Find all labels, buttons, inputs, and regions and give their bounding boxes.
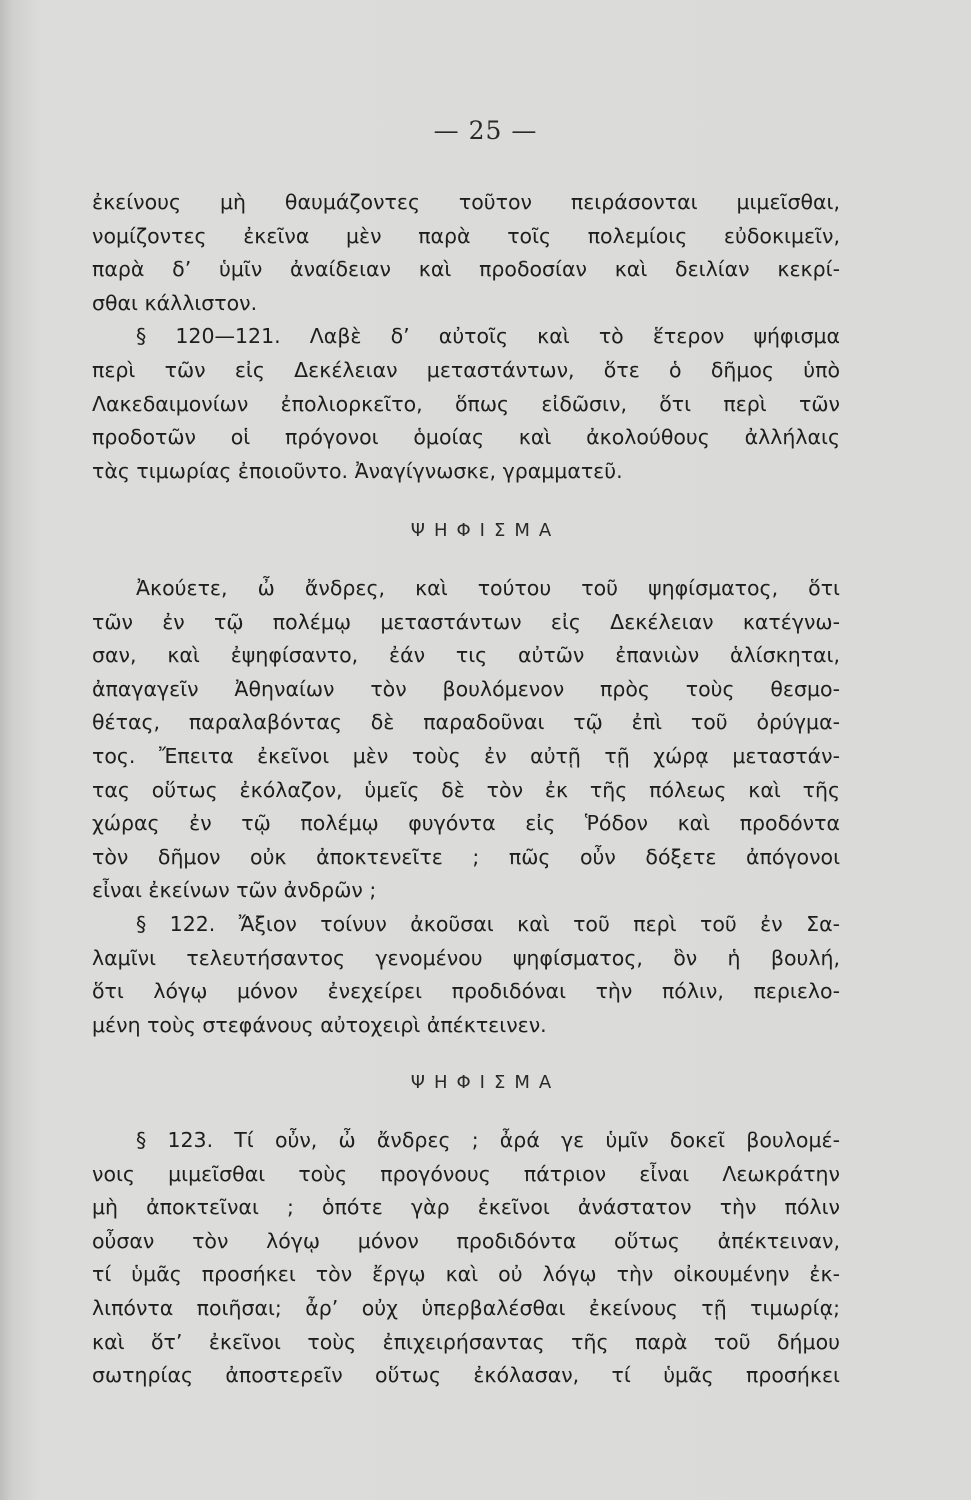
text-line: νομίζοντες ἐκεῖνα μὲν παρὰ τοῖς πολεμίοις εὐδοκιμεῖν,: [92, 223, 840, 248]
text-line: καὶ ὅτ’ ἐκεῖνοι τοὺς ἐπιχειρήσαντας τῆς παρὰ τοῦ δήμου: [92, 1329, 840, 1354]
text-line: σωτηρίας ἀποστερεῖν οὕτως ἐκόλασαν, τί ὑμᾶς προσήκει: [92, 1363, 840, 1388]
text-line: § 120—121. Λαβὲ δ’ αὐτοῖς καὶ τὸ ἕτερον ψήφισμα: [136, 324, 840, 349]
text-line: περὶ τῶν εἰς Δεκέλειαν μεταστάντων, ὅτε ὁ δῆμος ὑπὸ: [92, 357, 840, 382]
text-line: μένη τοὺς στεφάνους αὐτοχειρὶ ἀπέκτεινεν.: [92, 1012, 547, 1037]
text-line: νοις μιμεῖσθαι τοὺς προγόνους πάτριον εἶναι Λεωκράτην: [92, 1161, 840, 1186]
text-line: οὖσαν τὸν λόγῳ μόνον προδιδόντα οὕτως ἀπέκτειναν,: [92, 1228, 840, 1253]
paragraph-block-3: [92, 1124, 840, 1393]
paragraph-block-2: [92, 572, 840, 1042]
text-line: ὅτι λόγῳ μόνον ἐνεχείρει προδιδόναι τὴν πόλιν, περιελο-: [92, 979, 840, 1004]
text-line: θέτας, παραλαβόντας δὲ παραδοῦναι τῷ ἐπὶ τοῦ ὀρύγμα-: [92, 710, 840, 735]
text-line: μὴ ἀποκτεῖναι ; ὁπότε γὰρ ἐκεῖνοι ἀνάστατον τὴν πόλιν: [92, 1195, 840, 1220]
text-line: λαμῖνι τελευτήσαντος γενομένου ψηφίσματος, ὃν ἡ βουλή,: [92, 945, 840, 970]
text-line: χώρας ἐν τῷ πολέμῳ φυγόντα εἰς Ῥόδον καὶ προδόντα: [92, 811, 840, 836]
text-line: τὸν δῆμον οὐκ ἀποκτενεῖτε ; πῶς οὖν δόξετε ἀπόγονοι: [92, 844, 840, 869]
section-heading: ΨΗΦΙΣΜΑ: [410, 1072, 561, 1093]
paragraph-block-1: [92, 186, 840, 488]
section-heading: ΨΗΦΙΣΜΑ: [410, 520, 561, 541]
text-line: λιπόντα ποιῆσαι; ἆρ’ οὐχ ὑπερβαλέσθαι ἐκείνους τῇ τιμωρίᾳ;: [92, 1295, 840, 1320]
text-line: προδοτῶν οἱ πρόγονοι ὁμοίας καὶ ἀκολούθους ἀλλήλαις: [92, 425, 840, 450]
text-line: ἐκείνους μὴ θαυμάζοντες τοῦτον πειράσονται μιμεῖσθαι,: [92, 190, 840, 214]
text-line: τί ὑμᾶς προσήκει τὸν ἔργῳ καὶ οὐ λόγῳ τὴν οἰκουμένην ἐκ-: [92, 1262, 840, 1287]
text-line: εἶναι ἐκείνων τῶν ἀνδρῶν ;: [92, 878, 377, 903]
text-line: παρὰ δ’ ὑμῖν ἀναίδειαν καὶ προδοσίαν καὶ δειλίαν κεκρί-: [92, 257, 840, 282]
text-line: § 123. Τί οὖν, ὦ ἄνδρες ; ἆρά γε ὑμῖν δοκεῖ βουλομέ-: [136, 1128, 840, 1152]
text-line: τος. Ἔπειτα ἐκεῖνοι μὲν τοὺς ἐν αὐτῇ τῇ χώρᾳ μεταστάν-: [92, 743, 840, 768]
text-line: τὰς τιμωρίας ἐποιοῦντο. Ἀναγίγνωσκε, γραμματεῦ.: [92, 458, 623, 483]
text-line: Ἀκούετε, ὦ ἄνδρες, καὶ τούτου τοῦ ψηφίσματος, ὅτι: [136, 576, 840, 600]
text-line: ἀπαγαγεῖν Ἀθηναίων τὸν βουλόμενον πρὸς τοὺς θεσμο-: [92, 676, 840, 701]
text-line: σαν, καὶ ἐψηφίσαντο, ἐάν τις αὐτῶν ἐπανιὼν ἁλίσκηται,: [92, 643, 840, 668]
text-line: τας οὕτως ἐκόλαζον, ὑμεῖς δὲ τὸν ἐκ τῆς πόλεως καὶ τῆς: [92, 777, 840, 802]
text-line: § 122. Ἄξιον τοίνυν ἀκοῦσαι καὶ τοῦ περὶ τοῦ ἐν Σα-: [136, 911, 840, 936]
page-number: — 25 —: [433, 116, 538, 145]
text-line: σθαι κάλλιστον.: [92, 290, 258, 315]
text-line: τῶν ἐν τῷ πολέμῳ μεταστάντων εἰς Δεκέλειαν κατέγνω-: [92, 609, 840, 634]
text-line: Λακεδαιμονίων ἐπολιορκεῖτο, ὅπως εἰδῶσιν, ὅτι περὶ τῶν: [92, 391, 840, 416]
